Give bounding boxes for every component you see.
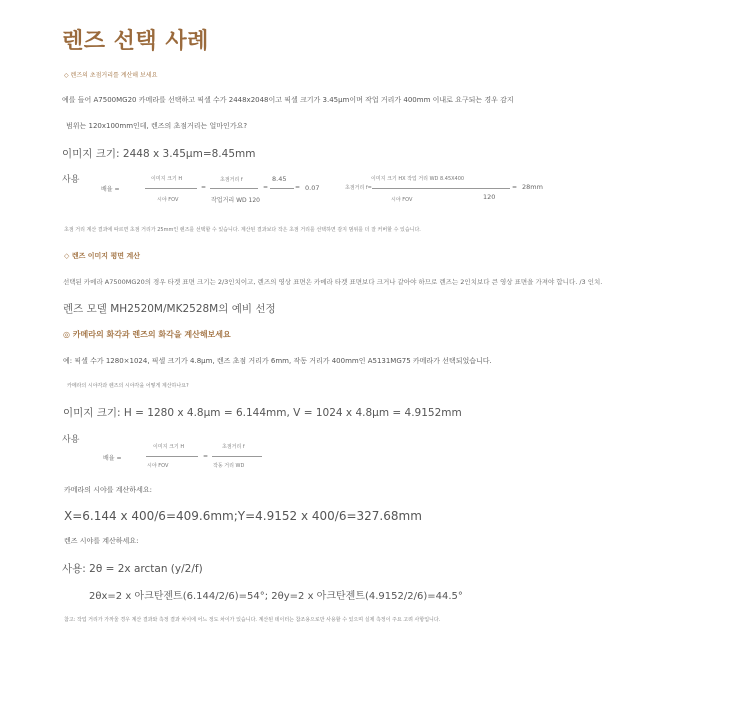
fraction1-denominator: 시야 FOV <box>157 197 179 203</box>
example1-line2: 범위는 120x100mm인데, 렌즈의 초점거리는 얼마인가요? <box>66 122 248 130</box>
angle-of-view-heading: ◎ 카메라의 화각과 렌즈의 화각을 계산해보세요 <box>63 330 231 339</box>
formula2-fraction1-line <box>146 456 198 457</box>
fov-values: X=6.144 x 400/6=409.6mm;Y=4.9152 x 400/6=327.68mm <box>64 509 422 523</box>
image-size-1: 이미지 크기: 2448 x 3.45μm=8.45mm <box>62 148 256 160</box>
fraction3-numerator: 8.45 <box>272 175 287 183</box>
focal-length-heading: ◇ 렌즈의 초점거리를 계산해 보세요 <box>64 72 158 79</box>
equals-4: = <box>512 184 518 191</box>
arctan-formula: 사용: 2θ = 2x arctan (y/2/f) <box>62 563 203 575</box>
note-1: 초점 거리 계산 결과에 따르면 초점 거리가 25mm인 렌즈를 선택할 수 있습니다. 계산된 결과보다 작은 초점 거리를 선택하면 감지 범위를 더 잘 커버할 수 있습니다. <box>64 227 421 233</box>
result-1: 0.07 <box>305 184 320 192</box>
fraction3-line <box>270 188 294 189</box>
fraction2-line <box>210 188 258 189</box>
use-label-1: 사용 <box>62 175 80 185</box>
lens-model: 렌즈 모델 MH2520M/MK2528M의 예비 선정 <box>63 303 276 315</box>
image-plane-heading: ◇ 렌즈 이미지 평면 계산 <box>64 252 140 260</box>
image-size-2: 이미지 크기: H = 1280 x 4.8μm = 6.144mm, V = 1024 x 4.8μm = 4.9152mm <box>63 407 462 419</box>
calc-camera-fov: 카메라의 시야를 계산하세요: <box>64 486 152 494</box>
footnote: 참고: 작업 거리가 가까울 경우 계산 결과와 측정 결과 차이에 어느 정도 차이가 있습니다. 계산된 데이터는 참조용으로만 사용할 수 있으며 실제 측정이 주요 고려 사항입니다. <box>64 617 441 623</box>
fraction4-line-b <box>470 188 510 189</box>
page-title: 렌즈 선택 사례 <box>62 29 209 54</box>
ratio-label-1: 배율 = <box>101 186 120 193</box>
formula2-equals: = <box>203 453 209 460</box>
example1-line1: 예를 들어 A7500MG20 카메라를 선택하고 픽셀 수가 2448x2048이고 픽셀 크기가 3.45μm이며 작업 거리가 400mm 이내로 요구되는 경우 감지 <box>62 96 514 104</box>
angle-values: 2θx=2 x 아크탄젠트(6.144/2/6)=54°; 2θy=2 x 아크탄젠트(4.9152/2/6)=44.5° <box>89 591 463 602</box>
equals-1: = <box>201 184 207 191</box>
formula2-fraction1-numerator: 이미지 크기 H <box>153 444 185 450</box>
use-label-2: 사용 <box>62 435 80 445</box>
fraction4-denominator-b: 120 <box>483 193 496 201</box>
formula2-fraction2-denominator: 작동 거리 WD <box>213 463 245 469</box>
equals-3: = <box>295 184 301 191</box>
result-2: 28mm <box>522 183 543 191</box>
formula2-fraction2-numerator: 초점거리 f <box>222 444 245 450</box>
fraction4-numerator: 이미지 크기 HX 작업 거리 WD 8.45X400 <box>371 176 465 182</box>
image-plane-text: 선택된 카메라 A7500MG20의 경우 타겟 표면 크기는 2/3인치이고, 렌즈의 영상 표면은 카메라 타겟 표면보다 크거나 같아야 하므로 렌즈는 2인치보다 큰 영상 표면을 가져야 합니다. /3 인치. <box>63 278 603 286</box>
equals-2: = <box>263 184 269 191</box>
focal-label: 초점거리 f= <box>345 185 372 191</box>
fov-question: 카메라의 시야각과 렌즈의 시야각을 어떻게 계산하나요? <box>67 383 189 389</box>
fraction1-numerator: 이미지 크기 H <box>151 176 183 182</box>
fraction1-line <box>145 188 197 189</box>
example2: 예: 픽셀 수가 1280×1024, 픽셀 크기가 4.8μm, 렌즈 초점 거리가 6mm, 작동 거리가 400mm인 A5131MG75 카메라가 선택되었습니다. <box>63 357 492 365</box>
fraction2-numerator: 초점거리 f <box>220 177 243 183</box>
formula2-fraction1-denominator: 시야 FOV <box>147 463 169 469</box>
ratio-label-2: 배율 = <box>103 455 122 462</box>
calc-lens-fov: 렌즈 시야를 계산하세요: <box>64 537 139 545</box>
fraction4-denominator: 시야 FOV <box>391 197 413 203</box>
formula2-fraction2-line <box>212 456 262 457</box>
fraction2-denominator: 작업거리 WD 120 <box>211 197 261 204</box>
